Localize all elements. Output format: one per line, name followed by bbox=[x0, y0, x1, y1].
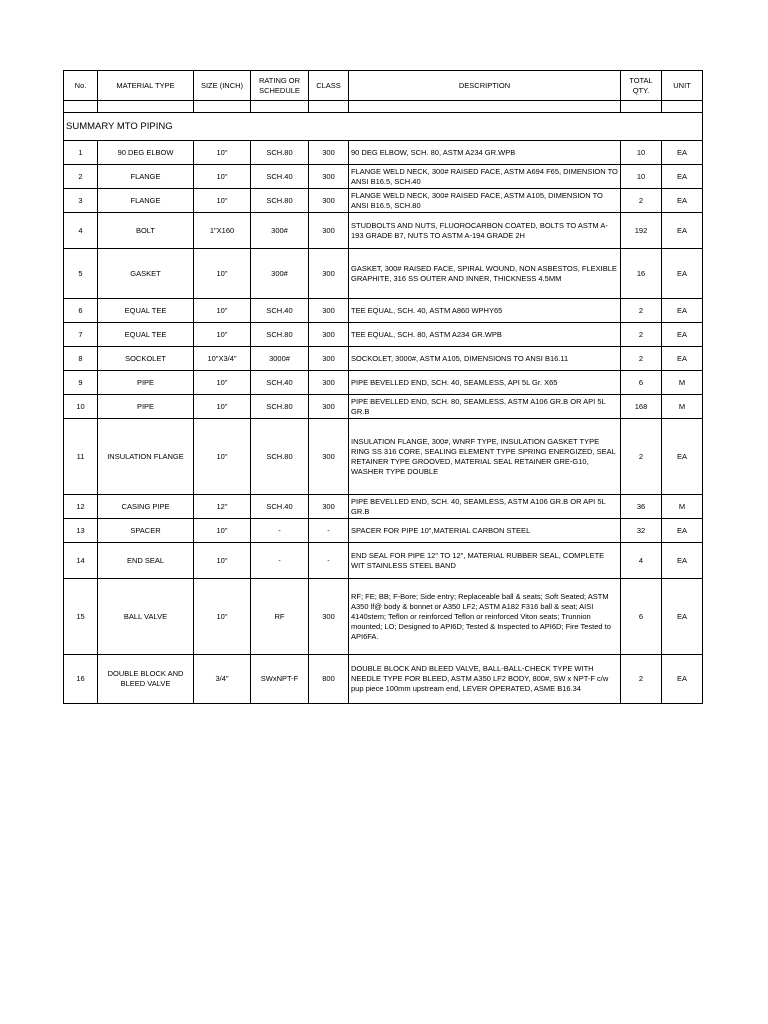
header-description: DESCRIPTION bbox=[349, 71, 621, 101]
row-size: 10" bbox=[194, 299, 251, 323]
row-size: 1"X160 bbox=[194, 213, 251, 249]
row-size: 10" bbox=[194, 519, 251, 543]
row-total-qty: 10 bbox=[621, 141, 662, 165]
row-rating: SCH.80 bbox=[251, 323, 309, 347]
table-row bbox=[64, 395, 703, 419]
row-total-qty: 2 bbox=[621, 655, 662, 704]
row-unit: EA bbox=[662, 189, 703, 213]
row-no: 5 bbox=[64, 249, 98, 299]
table-row bbox=[64, 299, 703, 323]
row-size: 10" bbox=[194, 579, 251, 655]
row-material-type: SOCKOLET bbox=[98, 347, 194, 371]
row-no: 14 bbox=[64, 543, 98, 579]
row-size: 10" bbox=[194, 543, 251, 579]
row-total-qty: 168 bbox=[621, 395, 662, 419]
row-unit: EA bbox=[662, 655, 703, 704]
row-no: 11 bbox=[64, 419, 98, 495]
row-no: 15 bbox=[64, 579, 98, 655]
row-description: TEE EQUAL, SCH. 80, ASTM A234 GR.WPB bbox=[349, 323, 621, 347]
row-unit: EA bbox=[662, 543, 703, 579]
header-size: SIZE (INCH) bbox=[194, 71, 251, 101]
table-row bbox=[64, 655, 703, 704]
row-size: 10" bbox=[194, 395, 251, 419]
row-description: FLANGE WELD NECK, 300# RAISED FACE, ASTM A105, DIMENSION TO ANSI B16.5, SCH.80 bbox=[349, 189, 621, 213]
row-description: TEE EQUAL, SCH. 40, ASTM A860 WPHY65 bbox=[349, 299, 621, 323]
section-title: SUMMARY MTO PIPING bbox=[64, 113, 703, 141]
row-material-type: BOLT bbox=[98, 213, 194, 249]
row-size: 10" bbox=[194, 371, 251, 395]
row-size: 12" bbox=[194, 495, 251, 519]
row-material-type: FLANGE bbox=[98, 189, 194, 213]
row-total-qty: 6 bbox=[621, 371, 662, 395]
row-rating: - bbox=[251, 519, 309, 543]
header-material-type: MATERIAL TYPE bbox=[98, 71, 194, 101]
row-material-type: SPACER bbox=[98, 519, 194, 543]
table-row bbox=[64, 249, 703, 299]
row-rating: SCH.80 bbox=[251, 141, 309, 165]
table-row bbox=[64, 495, 703, 519]
row-size: 10" bbox=[194, 189, 251, 213]
row-unit: EA bbox=[662, 213, 703, 249]
header-no: No. bbox=[64, 71, 98, 101]
row-class: 300 bbox=[309, 419, 349, 495]
header-class: CLASS bbox=[309, 71, 349, 101]
row-rating: SCH.40 bbox=[251, 371, 309, 395]
row-material-type: END SEAL bbox=[98, 543, 194, 579]
row-material-type: EQUAL TEE bbox=[98, 299, 194, 323]
row-no: 16 bbox=[64, 655, 98, 704]
row-description: INSULATION FLANGE, 300#, WNRF TYPE, INSULATION GASKET TYPE RING SS 316 CORE, SEALING ELEMENT TYPE SPRING ENERGIZED, SEAL RETAINER TYPE GROOVED, MATERIAL SEAL RETAINER GRE-G10, WASHER TYPE DOUBLE bbox=[349, 419, 621, 495]
row-size: 10"X3/4" bbox=[194, 347, 251, 371]
row-total-qty: 10 bbox=[621, 165, 662, 189]
row-rating: SCH.40 bbox=[251, 165, 309, 189]
row-material-type: EQUAL TEE bbox=[98, 323, 194, 347]
row-size: 10" bbox=[194, 419, 251, 495]
row-material-type: PIPE bbox=[98, 371, 194, 395]
row-total-qty: 2 bbox=[621, 189, 662, 213]
row-class: 300 bbox=[309, 249, 349, 299]
table-row bbox=[64, 519, 703, 543]
row-no: 13 bbox=[64, 519, 98, 543]
row-rating: SCH.80 bbox=[251, 419, 309, 495]
row-size: 10" bbox=[194, 323, 251, 347]
row-unit: M bbox=[662, 495, 703, 519]
row-no: 9 bbox=[64, 371, 98, 395]
row-no: 10 bbox=[64, 395, 98, 419]
row-description: DOUBLE BLOCK AND BLEED VALVE, BALL-BALL-CHECK TYPE WITH NEEDLE TYPE FOR BLEED, ASTM A350 LF2 BODY, 800#, SW x NPT-F c/w pup piece 100mm upstream end, LEVER OPERATED, ASME B16.34 bbox=[349, 655, 621, 704]
row-rating: SWxNPT-F bbox=[251, 655, 309, 704]
row-size: 10" bbox=[194, 141, 251, 165]
row-description: SPACER FOR PIPE 10",MATERIAL CARBON STEEL bbox=[349, 519, 621, 543]
table-row bbox=[64, 347, 703, 371]
row-class: 300 bbox=[309, 371, 349, 395]
row-total-qty: 2 bbox=[621, 347, 662, 371]
row-unit: EA bbox=[662, 249, 703, 299]
row-total-qty: 32 bbox=[621, 519, 662, 543]
row-unit: M bbox=[662, 395, 703, 419]
row-class: 300 bbox=[309, 395, 349, 419]
row-unit: EA bbox=[662, 323, 703, 347]
header-unit: UNIT bbox=[662, 71, 703, 101]
row-class: 300 bbox=[309, 213, 349, 249]
table-row bbox=[64, 543, 703, 579]
row-unit: EA bbox=[662, 419, 703, 495]
row-unit: EA bbox=[662, 141, 703, 165]
row-size: 10" bbox=[194, 249, 251, 299]
row-description: FLANGE WELD NECK, 300# RAISED FACE, ASTM A694 F65, DIMENSION TO ANSI B16.5, SCH.40 bbox=[349, 165, 621, 189]
row-total-qty: 2 bbox=[621, 419, 662, 495]
row-size: 10" bbox=[194, 165, 251, 189]
row-rating: SCH.80 bbox=[251, 395, 309, 419]
row-class: 800 bbox=[309, 655, 349, 704]
row-rating: SCH.40 bbox=[251, 299, 309, 323]
row-description: PIPE BEVELLED END, SCH. 40, SEAMLESS, ASTM A106 GR.B OR API 5L GR.B bbox=[349, 495, 621, 519]
row-description: GASKET, 300# RAISED FACE, SPIRAL WOUND, NON ASBESTOS, FLEXIBLE GRAPHITE, 316 SS OUTER AND INNER, THICKNESS 4.5MM bbox=[349, 249, 621, 299]
row-no: 4 bbox=[64, 213, 98, 249]
row-material-type: DOUBLE BLOCK AND BLEED VALVE bbox=[98, 655, 194, 704]
row-rating: 300# bbox=[251, 249, 309, 299]
row-no: 12 bbox=[64, 495, 98, 519]
row-class: 300 bbox=[309, 347, 349, 371]
row-rating: 300# bbox=[251, 213, 309, 249]
row-material-type: 90 DEG ELBOW bbox=[98, 141, 194, 165]
row-unit: EA bbox=[662, 579, 703, 655]
row-rating: SCH.80 bbox=[251, 189, 309, 213]
row-description: PIPE BEVELLED END, SCH. 80, SEAMLESS, ASTM A106 GR.B OR API 5L GR.B bbox=[349, 395, 621, 419]
table-row bbox=[64, 213, 703, 249]
row-description: SOCKOLET, 3000#, ASTM A105, DIMENSIONS TO ANSI B16.11 bbox=[349, 347, 621, 371]
row-description: RF; FE; BB; F-Bore; Side entry; Replaceable ball & seats; Soft Seated; ASTM A350 lf@ body & bonnet or A350 LF2; ASTM A182 F316 ball & seat; AISI 4140stem; Teflon or reinforced Teflon or reinforced Viton seats; Trunnion mounted; LO; Designed to API6D; Tested & Inspected to API6D; Fire Tested to API6FA. bbox=[349, 579, 621, 655]
row-material-type: GASKET bbox=[98, 249, 194, 299]
row-total-qty: 2 bbox=[621, 323, 662, 347]
row-unit: EA bbox=[662, 299, 703, 323]
header-rating: RATING OR SCHEDULE bbox=[251, 71, 309, 101]
spacer-row bbox=[64, 101, 703, 113]
header-row bbox=[64, 71, 703, 101]
table-row bbox=[64, 165, 703, 189]
row-total-qty: 192 bbox=[621, 213, 662, 249]
table-row bbox=[64, 323, 703, 347]
row-class: 300 bbox=[309, 141, 349, 165]
row-unit: EA bbox=[662, 165, 703, 189]
row-class: - bbox=[309, 543, 349, 579]
row-no: 7 bbox=[64, 323, 98, 347]
row-total-qty: 2 bbox=[621, 299, 662, 323]
row-material-type: INSULATION FLANGE bbox=[98, 419, 194, 495]
row-no: 3 bbox=[64, 189, 98, 213]
row-rating: RF bbox=[251, 579, 309, 655]
table-row bbox=[64, 579, 703, 655]
row-material-type: CASING PIPE bbox=[98, 495, 194, 519]
row-total-qty: 6 bbox=[621, 579, 662, 655]
row-class: 300 bbox=[309, 165, 349, 189]
row-material-type: FLANGE bbox=[98, 165, 194, 189]
table-row bbox=[64, 419, 703, 495]
row-description: END SEAL FOR PIPE 12" TO 12", MATERIAL RUBBER SEAL, COMPLETE WIT STAINLESS STEEL BAND bbox=[349, 543, 621, 579]
header-total-qty: TOTAL QTY. bbox=[621, 71, 662, 101]
row-unit: EA bbox=[662, 347, 703, 371]
row-class: - bbox=[309, 519, 349, 543]
row-rating: SCH.40 bbox=[251, 495, 309, 519]
table-row bbox=[64, 189, 703, 213]
row-material-type: PIPE bbox=[98, 395, 194, 419]
row-material-type: BALL VALVE bbox=[98, 579, 194, 655]
row-no: 6 bbox=[64, 299, 98, 323]
row-total-qty: 4 bbox=[621, 543, 662, 579]
row-class: 300 bbox=[309, 579, 349, 655]
row-class: 300 bbox=[309, 299, 349, 323]
row-description: PIPE BEVELLED END, SCH. 40, SEAMLESS, API 5L Gr. X65 bbox=[349, 371, 621, 395]
row-unit: EA bbox=[662, 519, 703, 543]
table-row bbox=[64, 371, 703, 395]
row-unit: M bbox=[662, 371, 703, 395]
row-class: 300 bbox=[309, 189, 349, 213]
row-description: 90 DEG ELBOW, SCH. 80, ASTM A234 GR.WPB bbox=[349, 141, 621, 165]
section-row bbox=[64, 113, 703, 141]
row-size: 3/4" bbox=[194, 655, 251, 704]
row-description: STUDBOLTS AND NUTS, FLUOROCARBON COATED, BOLTS TO ASTM A-193 GRADE B7, NUTS TO ASTM A-194 GRADE 2H bbox=[349, 213, 621, 249]
row-no: 2 bbox=[64, 165, 98, 189]
row-rating: - bbox=[251, 543, 309, 579]
mto-table bbox=[63, 70, 703, 704]
row-no: 8 bbox=[64, 347, 98, 371]
row-rating: 3000# bbox=[251, 347, 309, 371]
row-no: 1 bbox=[64, 141, 98, 165]
row-total-qty: 16 bbox=[621, 249, 662, 299]
row-total-qty: 36 bbox=[621, 495, 662, 519]
row-class: 300 bbox=[309, 495, 349, 519]
table-row bbox=[64, 141, 703, 165]
row-class: 300 bbox=[309, 323, 349, 347]
